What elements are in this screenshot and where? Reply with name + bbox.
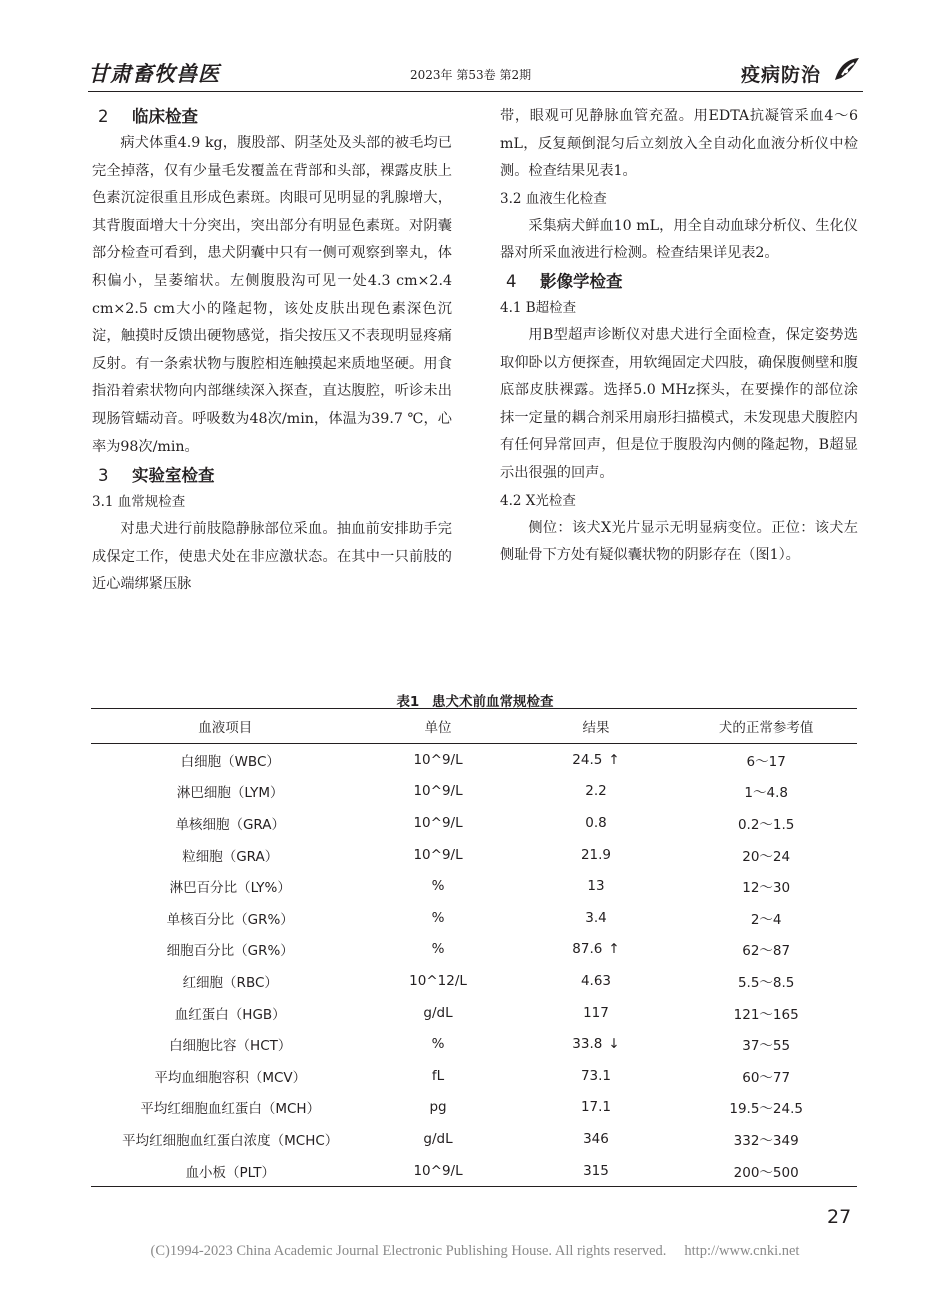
cell-unit: [359, 1123, 516, 1155]
cell-result-text: 346: [583, 1130, 609, 1147]
cell-result-text: 2.2: [585, 783, 607, 800]
cell-item: [91, 1155, 359, 1187]
table-row: [91, 1092, 857, 1124]
cell-item-text: 白细胞（WBC）: [180, 753, 280, 770]
arrow-down-icon: ↓: [608, 1036, 620, 1053]
cell-reference: [675, 1060, 857, 1092]
arrow-up-icon: ↑: [608, 941, 620, 958]
arrow-up-icon: ↑: [608, 751, 620, 768]
cell-unit-text: 10^9/L: [413, 1162, 463, 1179]
cell-item: [91, 902, 359, 934]
cell-item: [91, 1123, 359, 1155]
cell-reference-text: 121～165: [733, 1006, 799, 1023]
blood-routine-table: [91, 708, 857, 1187]
cell-reference: [675, 1155, 857, 1187]
issue-info: 2023年 第53卷 第2期: [410, 68, 532, 82]
cell-result: [517, 1060, 676, 1092]
cell-result: [517, 997, 676, 1029]
cell-item-text: 淋巴百分比（LY%）: [169, 880, 291, 897]
cell-result: [517, 839, 676, 871]
cell-unit-text: pg: [429, 1099, 447, 1116]
cell-item-text: 淋巴细胞（LYM）: [176, 785, 284, 802]
section-3-1-continuation: 带，眼观可见静脉血管充盈。用EDTA抗凝管采血4～6 mL，反复颠倒混匀后立刻放入全自动化血液分析仪中检测。检查结果见表1。: [500, 108, 858, 180]
header-result: 结果: [517, 709, 676, 744]
cell-reference-text: 1～4.8: [744, 785, 788, 802]
section-3-1-heading: 3.1 血常规检查: [92, 494, 186, 511]
cell-reference-text: 200～500: [733, 1164, 799, 1181]
section-4-2-heading: 4.2 X光检查: [500, 492, 576, 509]
cell-result-text: 117: [583, 1004, 609, 1021]
cell-result-text: 21.9: [580, 846, 611, 863]
cell-result-text: 87.6: [572, 941, 603, 958]
cell-reference: [675, 1123, 857, 1155]
cell-reference-text: 19.5～24.5: [729, 1101, 803, 1118]
cell-unit: [359, 997, 516, 1029]
cell-unit-text: %: [431, 1036, 445, 1053]
header-unit: 单位: [359, 709, 516, 744]
table-row: [91, 902, 857, 934]
cell-reference: [675, 1028, 857, 1060]
cell-reference-text: 60～77: [742, 1069, 791, 1086]
cell-result: [517, 744, 676, 776]
cell-item: [91, 839, 359, 871]
section-2-paragraph: 病犬体重4.9 kg，腹股部、阴茎处及头部的被毛均已完全掉落，仅有少量毛发覆盖在背部和头部，裸露皮肤上色素沉淀很重且形成色素斑。肉眼可见明显的乳腺增大，其背腹面增大十分突出，突出部分有明显色素斑。对阴囊部分检查可看到，患犬阴囊中只有一侧可观察到睾丸，体积偏小，呈萎缩状。左侧腹股沟可见一处4.3 cm×2.4 cm×2.5 cm大小的隆起物，该处皮肤出现色素深色沉淀，触摸时反馈出硬物感觉，指尖按压又不表现明显疼痛反射。有一条索状物与腹腔相连触摸起来质地坚硬。用食指沿着索状物向内部继续深入探查，直达腹腔，听诊未出现肠管蠕动音。呼吸数为48次/min，体温为39.7 ℃，心率为98次/min。: [92, 135, 452, 455]
page-number: 27: [827, 1206, 852, 1228]
table-row: [91, 965, 857, 997]
cell-unit-text: fL: [431, 1067, 445, 1084]
cell-result-text: 33.8: [572, 1036, 603, 1053]
cell-item: [91, 1092, 359, 1124]
cell-item-text: 平均红细胞血红蛋白（MCH）: [140, 1101, 321, 1118]
cell-result: [517, 807, 676, 839]
cell-result-text: 3.4: [585, 909, 607, 926]
cell-unit: [359, 965, 516, 997]
section-4-1-paragraph: 用B型超声诊断仪对患犬进行全面检查，保定姿势选取仰卧以方便探查，用软绳固定犬四肢，确保腹侧壁和腹底部皮肤裸露。选择5.0 MHz探头，在要操作的部位涂抹一定量的耦合剂采用扇形扫描模式，未发现患犬腹腔内有任何异常回声，但是位于腹股沟内侧的隆起物，B超显示出很强的回声。: [500, 326, 858, 481]
cell-item: [91, 965, 359, 997]
cell-result-text: 4.63: [580, 972, 611, 989]
cell-reference: [675, 997, 857, 1029]
cell-result-text: 73.1: [580, 1067, 611, 1084]
table-row: [91, 839, 857, 871]
header-reference: 犬的正常参考值: [675, 709, 857, 744]
cell-unit: [359, 744, 516, 776]
cell-item-text: 平均红细胞血红蛋白浓度（MCHC）: [122, 1132, 339, 1149]
cell-unit-text: %: [431, 878, 445, 895]
table-caption-label: 表1: [396, 694, 420, 710]
right-column: [500, 103, 858, 570]
table-row: [91, 1028, 857, 1060]
cell-reference: [675, 776, 857, 808]
cell-item: [91, 1028, 359, 1060]
section-4-heading: 4 影像学检查: [506, 271, 623, 291]
cell-unit: [359, 776, 516, 808]
cell-unit-text: 10^9/L: [413, 751, 463, 768]
cell-result-text: 0.8: [585, 814, 607, 831]
section-title: 疫病防治: [741, 64, 822, 86]
cell-reference-text: 2～4: [750, 911, 782, 928]
cell-item-text: 血小板（PLT）: [185, 1164, 276, 1181]
cell-reference: [675, 934, 857, 966]
cell-reference: [675, 807, 857, 839]
section-3-1-paragraph: 对患犬进行前肢隐静脉部位采血。抽血前安排助手完成保定工作，使患犬处在非应激状态。在其中一只前肢的近心端绑紧压脉: [92, 521, 452, 593]
cell-reference: [675, 965, 857, 997]
cell-unit: [359, 902, 516, 934]
cell-item: [91, 870, 359, 902]
cell-unit-text: %: [431, 909, 445, 926]
section-3-heading: 3 实验室检查: [98, 466, 215, 486]
cell-reference: [675, 744, 857, 776]
cell-item: [91, 934, 359, 966]
cell-reference-text: 20～24: [742, 848, 791, 865]
cell-unit-text: %: [431, 941, 445, 958]
table-caption-title: 患犬术前血常规检查: [432, 694, 554, 710]
table-row: [91, 1155, 857, 1187]
cell-unit: [359, 1155, 516, 1187]
cell-unit: [359, 870, 516, 902]
cell-reference-text: 5.5～8.5: [737, 974, 795, 991]
cell-result-text: 315: [583, 1162, 609, 1179]
cell-reference: [675, 870, 857, 902]
cell-item-text: 红细胞（RBC）: [182, 974, 278, 991]
cell-item-text: 平均血细胞容积（MCV）: [154, 1069, 307, 1086]
section-2-heading: 2 临床检查: [98, 107, 198, 126]
cell-unit-text: 10^9/L: [413, 783, 463, 800]
cell-item-text: 血红蛋白（HGB）: [174, 1006, 286, 1023]
cell-result: [517, 934, 676, 966]
cell-item: [91, 776, 359, 808]
table-row: [91, 776, 857, 808]
cell-result: [517, 1155, 676, 1187]
cell-reference-text: 37～55: [742, 1038, 791, 1055]
cell-reference-text: 12～30: [742, 880, 791, 897]
cell-unit-text: g/dL: [423, 1004, 453, 1021]
section-4-2-paragraph: 侧位：该犬X光片显示无明显病变位。正位：该犬左侧耻骨下方处有疑似囊状物的阴影存在（图1）。: [500, 519, 858, 564]
table-row: [91, 997, 857, 1029]
section-3-2-paragraph: 采集病犬鲜血10 mL，用全自动血球分析仪、生化仪器对所采血液进行检测。检查结果详见表2。: [500, 217, 858, 262]
cell-unit: [359, 839, 516, 871]
cnki-url[interactable]: http://www.cnki.net: [684, 1243, 800, 1259]
cell-reference: [675, 839, 857, 871]
cell-item-text: 白细胞比容（HCT）: [169, 1038, 292, 1055]
table-caption: [0, 690, 950, 710]
cell-item: [91, 997, 359, 1029]
cell-unit: [359, 1060, 516, 1092]
cell-result: [517, 902, 676, 934]
section-3-2-heading: 3.2 血液生化检查: [500, 190, 607, 207]
left-column: [92, 103, 452, 599]
section-logo-icon: [833, 56, 861, 86]
cell-result: [517, 776, 676, 808]
cell-reference-text: 6～17: [746, 753, 786, 770]
cell-result: [517, 1092, 676, 1124]
cell-result-text: 13: [587, 878, 605, 895]
cell-result-text: 17.1: [580, 1099, 611, 1116]
cell-item: [91, 744, 359, 776]
copyright-text: (C)1994-2023 China Academic Journal Electronic Publishing House. All rights reserved.: [150, 1243, 667, 1259]
table-header-row: [91, 709, 857, 744]
cell-item-text: 粒细胞（GRA）: [182, 848, 279, 865]
cell-unit: [359, 1028, 516, 1060]
cell-result: [517, 1123, 676, 1155]
table-row: [91, 1123, 857, 1155]
journal-title: 甘肃畜牧兽医: [88, 62, 220, 86]
cell-reference: [675, 1092, 857, 1124]
cell-unit-text: 10^12/L: [409, 972, 467, 989]
cell-result-text: 24.5: [572, 751, 603, 768]
section-4-1-heading: 4.1 B超检查: [500, 299, 577, 316]
table-row: [91, 1060, 857, 1092]
cell-result: [517, 965, 676, 997]
header-rule: [88, 91, 863, 92]
cell-result: [517, 870, 676, 902]
cell-unit-text: 10^9/L: [413, 814, 463, 831]
table-row: [91, 934, 857, 966]
copyright-footer: [0, 1243, 950, 1260]
table-row: [91, 807, 857, 839]
cell-item-text: 单核细胞（GRA）: [175, 816, 285, 833]
cell-reference: [675, 902, 857, 934]
cell-item: [91, 807, 359, 839]
cell-reference-text: 0.2～1.5: [737, 816, 795, 833]
cell-item-text: 细胞百分比（GR%）: [166, 943, 294, 960]
cell-unit: [359, 1092, 516, 1124]
cell-item-text: 单核百分比（GR%）: [166, 911, 294, 928]
header-item: 血液项目: [91, 709, 359, 744]
cell-result: [517, 1028, 676, 1060]
cell-unit-text: g/dL: [423, 1130, 453, 1147]
table-row: [91, 870, 857, 902]
cell-unit-text: 10^9/L: [413, 846, 463, 863]
cell-unit: [359, 807, 516, 839]
cell-item: [91, 1060, 359, 1092]
cell-unit: [359, 934, 516, 966]
cell-reference-text: 62～87: [742, 943, 791, 960]
cell-reference-text: 332～349: [733, 1132, 799, 1149]
table-row: [91, 744, 857, 776]
